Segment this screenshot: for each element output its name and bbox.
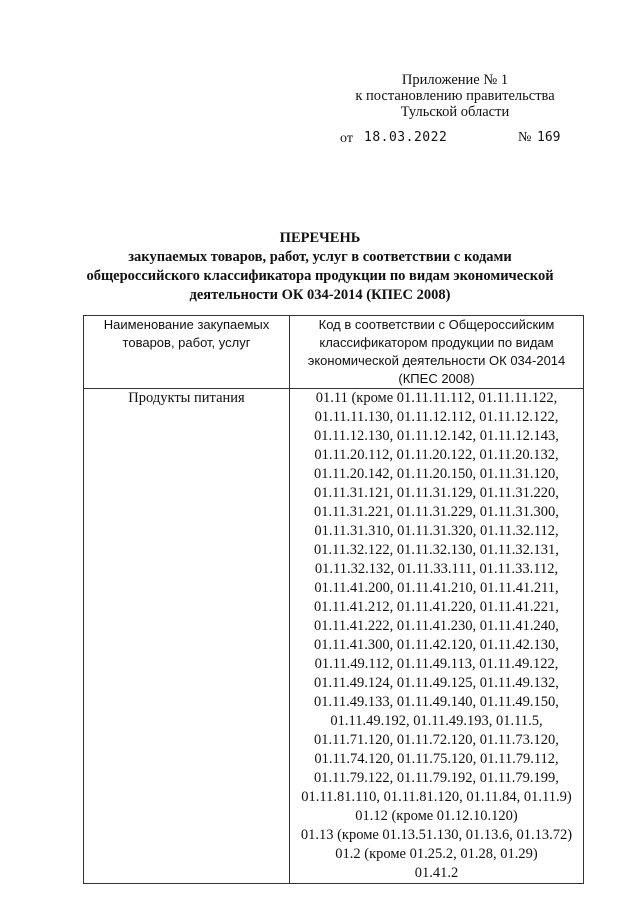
table-row: [84, 389, 584, 884]
subtitle-line-2: общероссийского классификатора продукции по видам экономической: [86, 268, 554, 284]
appendix-line-2: к постановлению правительства: [355, 88, 555, 104]
code-line: 01.11.20.112, 01.11.20.122, 01.11.20.132,: [314, 447, 559, 463]
resolution-date-line: [340, 130, 580, 148]
code-line: 01.12 (кроме 01.12.10.120): [355, 808, 518, 824]
resolution-date: 18.03.2022: [364, 130, 448, 145]
code-line: 01.11.49.112, 01.11.49.113, 01.11.49.122,: [314, 656, 559, 672]
code-line: 01.11.79.122, 01.11.79.192, 01.11.79.199,: [314, 770, 559, 786]
appendix-line-3: Тульской области: [400, 104, 510, 120]
number-label: №: [518, 130, 532, 145]
header-code-line: (КПЕС 2008): [398, 371, 475, 386]
document-heading: ПЕРЕЧЕНЬ: [279, 230, 361, 246]
code-line: 01.11.49.192, 01.11.49.193, 01.11.5,: [330, 713, 543, 729]
code-line: 01.11.81.110, 01.11.81.120, 01.11.84, 01.11.9): [301, 789, 572, 805]
code-line: 01.11.74.120, 01.11.75.120, 01.11.79.112,: [314, 751, 559, 767]
code-line: 01.11.49.124, 01.11.49.125, 01.11.49.132,: [314, 675, 559, 691]
product-name-cell: Продукты питания: [84, 389, 290, 884]
code-line: 01.11.12.130, 01.11.12.142, 01.11.12.143,: [314, 428, 559, 444]
codes-table: [83, 315, 584, 884]
header-code-line: экономической деятельности ОК 034-2014: [307, 353, 566, 368]
header-name-line: Наименование закупаемых: [103, 317, 270, 332]
code-line: 01.13 (кроме 01.13.51.130, 01.13.6, 01.13.72): [300, 827, 573, 843]
product-codes-cell: [290, 389, 584, 884]
subtitle-line-1: закупаемых товаров, работ, услуг в соответствии с кодами: [128, 249, 512, 265]
code-line: 01.2 (кроме 01.25.2, 01.28, 01.29): [335, 846, 538, 862]
code-line: 01.11.20.142, 01.11.20.150, 01.11.31.120,: [314, 466, 559, 482]
header-code-cell: [290, 316, 584, 389]
code-line: 01.11.41.212, 01.11.41.220, 01.11.41.221,: [314, 599, 559, 615]
appendix-line-1: Приложение № 1: [401, 72, 509, 88]
code-line: 01.11.32.132, 01.11.33.111, 01.11.33.112,: [314, 561, 559, 577]
code-line: 01.11.31.121, 01.11.31.129, 01.11.31.220,: [314, 485, 559, 501]
code-line: 01.41.2: [414, 865, 459, 881]
code-line: 01.11.41.300, 01.11.42.120, 01.11.42.130,: [314, 637, 559, 653]
table-header-row: [84, 316, 584, 389]
resolution-number: 169: [537, 130, 561, 145]
code-line: 01.11.32.122, 01.11.32.130, 01.11.32.131,: [314, 542, 559, 558]
header-code-line: Код в соответствии с Общероссийским: [318, 317, 555, 332]
code-line: 01.11.41.222, 01.11.41.230, 01.11.41.240,: [314, 618, 559, 634]
code-line: 01.11.49.133, 01.11.49.140, 01.11.49.150,: [314, 694, 559, 710]
from-label: от: [340, 131, 353, 146]
header-name-line: товаров, работ, услуг: [122, 335, 251, 350]
code-line: 01.11 (кроме 01.11.11.112, 01.11.11.122,: [315, 390, 558, 406]
code-line: 01.11.41.200, 01.11.41.210, 01.11.41.211,: [314, 580, 559, 596]
subtitle-line-3: деятельности ОК 034-2014 (КПЕС 2008): [189, 287, 451, 303]
code-line: 01.11.31.221, 01.11.31.229, 01.11.31.300,: [314, 504, 559, 520]
appendix-block: [330, 72, 580, 120]
code-line: 01.11.11.130, 01.11.12.112, 01.11.12.122,: [314, 409, 559, 425]
code-line: 01.11.71.120, 01.11.72.120, 01.11.73.120,: [314, 732, 559, 748]
code-line: 01.11.31.310, 01.11.31.320, 01.11.32.112,: [314, 523, 559, 539]
header-code-line: классификатором продукции по видам: [319, 335, 554, 350]
document-subtitle: [60, 248, 580, 305]
header-name-cell: [84, 316, 290, 389]
